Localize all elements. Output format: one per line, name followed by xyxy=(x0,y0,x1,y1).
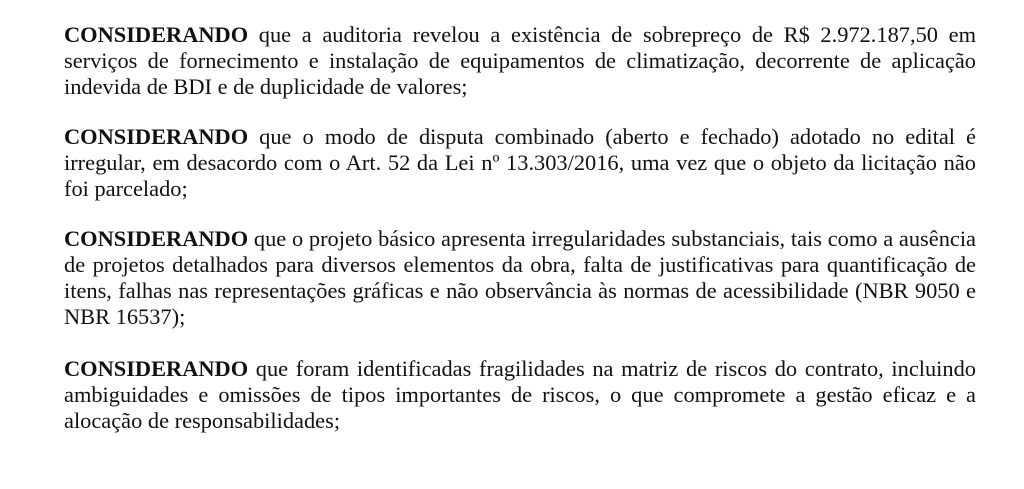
considerando-keyword: CONSIDERANDO xyxy=(64,22,249,47)
considerando-paragraph-3 xyxy=(64,226,976,330)
paragraph-text: que foram identificadas fragilidades na matriz de riscos do contrato, incluindo ambiguidades e omissões de tipos importantes de riscos, o que compromete a gestão eficaz e a alocação de responsabilidades; xyxy=(64,356,976,433)
paragraph-text: que o modo de disputa combinado (aberto e fechado) adotado no edital é irregular, em desacordo com o Art. 52 da Lei nº 13.303/2016, uma vez que o objeto da licitação não foi parcelado; xyxy=(64,124,976,201)
considerando-paragraph-4 xyxy=(64,356,976,434)
considerando-keyword: CONSIDERANDO xyxy=(64,356,249,381)
considerando-paragraph-1 xyxy=(64,22,976,100)
considerando-keyword: CONSIDERANDO xyxy=(64,124,249,149)
considerando-keyword: CONSIDERANDO xyxy=(64,226,249,251)
document-page xyxy=(64,22,976,458)
considerando-paragraph-2 xyxy=(64,124,976,202)
paragraph-text: que a auditoria revelou a existência de sobrepreço de R$ 2.972.187,50 em serviços de fornecimento e instalação de equipamentos de climatização, decorrente de aplicação indevida de BDI e de duplicidade de valores; xyxy=(64,22,976,99)
paragraph-text: que o projeto básico apresenta irregularidades substanciais, tais como a ausência de projetos detalhados para diversos elementos da obra, falta de justificativas para quantificação de itens, falhas nas representações gráficas e não observância às normas de acessibilidade (NBR 9050 e NBR 16537); xyxy=(64,226,976,329)
